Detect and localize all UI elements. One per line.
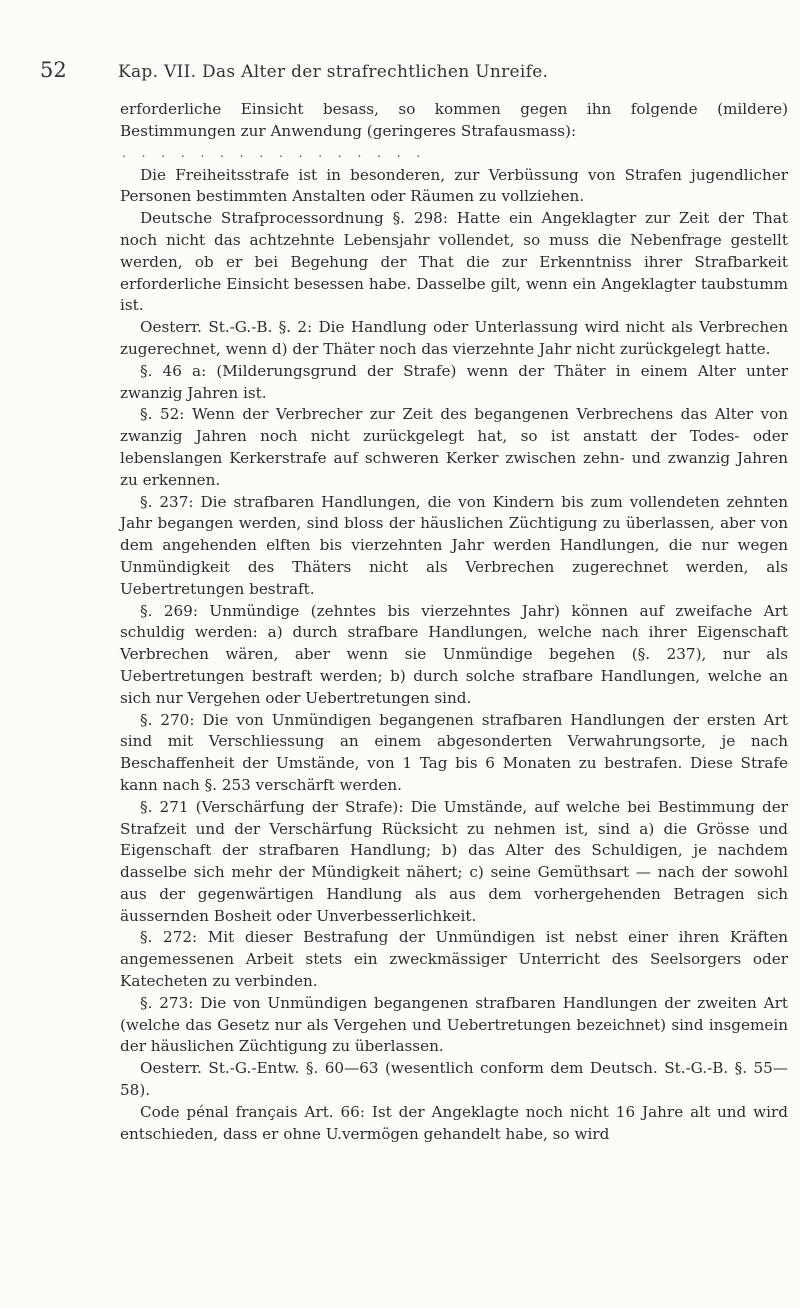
page-body (120, 99, 788, 1145)
paragraph-6: §. 237: Die strafbaren Handlungen, die von Kindern bis zum vollendeten zehnten Jahr begangen werden, sind bloss der häuslichen Züchtigung zu überlassen, aber von dem angehenden elften bis vierzehnten Jahr werden Handlungen, die nur wegen Unmündigkeit des Thäters nicht als Verbrechen zugerechnet werden, als Uebertretungen bestraft. (120, 492, 788, 598)
paragraph-13: Code pénal français Art. 66: Ist der Angeklagte noch nicht 16 Jahre alt und wird entschieden, dass er ohne U.vermögen gehandelt habe, so wird (120, 1102, 788, 1143)
ellipsis-line: . . . . . . . . . . . . . . . . (122, 145, 427, 160)
paragraph-3: Oesterr. St.-G.-B. §. 2: Die Handlung oder Unterlassung wird nicht als Verbrechen zugerechnet, wenn d) der Thäter noch das vierzehnte Jahr nicht zurückgelegt hatte. (120, 318, 788, 358)
paragraph-12: Oesterr. St.-G.-Entw. §. 60—63 (wesentlich conform dem Deutsch. St.-G.-B. §. 55—58). (120, 1059, 788, 1100)
paragraph-2: Deutsche Strafprocessordnung §. 298: Hatte ein Angeklagter zur Zeit der That noch nicht das achtzehnte Lebensjahr vollendet, so muss die Nebenfrage gestellt werden, ob er bei Begehung der That die zur Erkenntniss ihrer Strafbarkeit erforderliche Einsicht besessen habe. Dasselbe gilt, wenn ein Angeklagter taubstumm ist. (120, 209, 788, 315)
paragraph-9: §. 271 (Verschärfung der Strafe): Die Umstände, auf welche bei Bestimmung der Strafzeit und der Verschärfung Rücksicht zu nehmen ist, sind a) die Grösse und Eigenschaft der strafbaren Handlung; b) das Alter des Schuldigen, je nachdem dasselbe sich mehr der Mündigkeit nähert; c) seine Gemüthsart — nach der sowohl aus der gegenwärtigen Handlung als aus dem vorhergehenden Betragen sich äussernden Bosheit oder Unverbesserlichkeit. (120, 797, 788, 925)
paragraph-4: §. 46 a: (Milderungsgrund der Strafe) wenn der Thäter in einem Alter unter zwanzig Jahren ist. (120, 361, 788, 402)
paragraph-1: Die Freiheitsstrafe ist in besonderen, zur Verbüssung von Strafen jugendlicher Personen bestimmten Anstalten oder Räumen zu vollziehen. (120, 165, 788, 206)
paragraph-5: §. 52: Wenn der Verbrecher zur Zeit des begangenen Verbrechens das Alter von zwanzig Jahren noch nicht zurückgelegt hat, so ist anstatt der Todes- oder lebenslangen Kerkerstrafe auf schweren Kerker zwischen zehn- und zwanzig Jahren zu erkennen. (120, 405, 788, 489)
paragraph-8: §. 270: Die von Unmündigen begangenen strafbaren Handlungen der ersten Art sind mit Verschliessung an einem abgesonderten Verwahrungsorte, je nach Beschaffenheit der Umstände, von 1 Tag bis 6 Monaten zu bestrafen. Diese Strafe kann nach §. 253 verschärft werden. (120, 710, 788, 794)
paragraph-11: §. 273: Die von Unmündigen begangenen strafbaren Handlungen der zweiten Art (welche das Gesetz nur als Vergehen und Uebertretungen bezeichnet) sind insgemein der häuslichen Züchtigung zu überlassen. (120, 993, 788, 1056)
paragraph-continuation: erforderliche Einsicht besass, so kommen gegen ihn folgende (mildere) Bestimmungen zur Anwendung (geringeres Strafausmass): (120, 100, 788, 140)
page-number: 52 (40, 58, 67, 82)
running-head: Kap. VII. Das Alter der strafrechtlichen Unreife. (118, 62, 549, 82)
paragraph-7: §. 269: Unmündige (zehntes bis vierzehntes Jahr) können auf zweifache Art schuldig werden: a) durch strafbare Handlungen, welche nach ihrer Eigenschaft Verbrechen wären, aber wenn sie Unmündige begehen (§. 237), nur als Uebertretungen bestraft werden; b) durch solche strafbare Handlungen, welche an sich nur Vergehen oder Uebertretungen sind. (120, 601, 788, 707)
paragraph-10: §. 272: Mit dieser Bestrafung der Unmündigen ist nebst einer ihren Kräften angemessenen Arbeit stets ein zweckmässiger Unterricht des Seelsorgers oder Katecheten zu verbinden. (120, 928, 788, 991)
